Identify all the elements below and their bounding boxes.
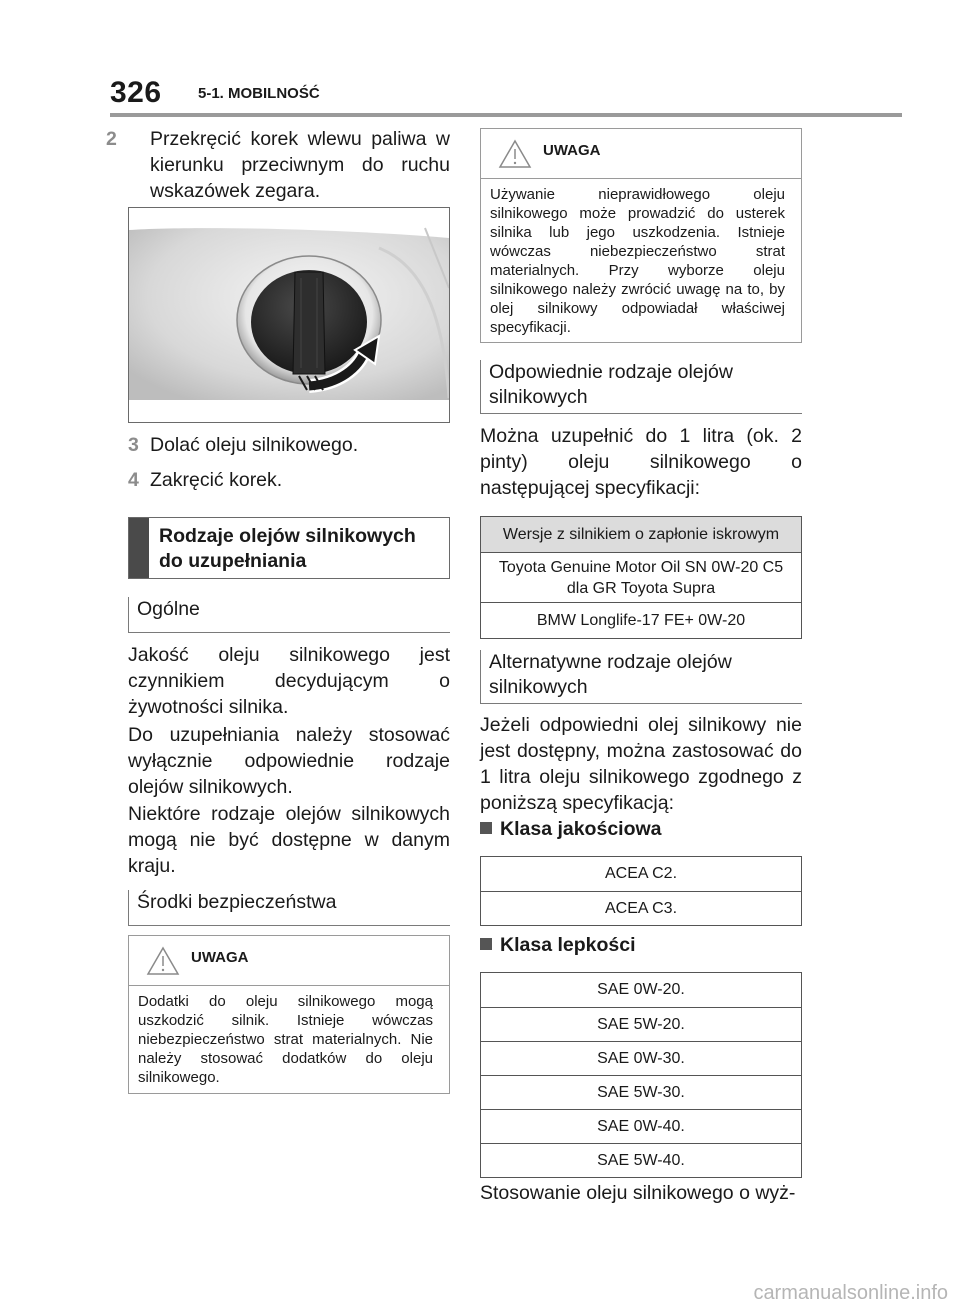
quality-row: ACEA C3. [481, 891, 801, 925]
warning-header [481, 129, 801, 179]
bullet-square-icon [480, 822, 492, 834]
warning-header [129, 936, 449, 986]
viscosity-class-heading [480, 934, 636, 957]
warning-text: Używanie nieprawidłowego oleju silnikowego może prowadzić do usterek silnika lub jego uszkodzenia. Istnieje wówczas niebezpieczeństwo strat materialnych. Przy wyborze oleju silnikowego należy zwrócić uwagę na to, by olej silnikowy odpowiadał właściwej specyfikacji. [490, 186, 785, 336]
subheading-safety-text: Środki bezpieczeństwa [137, 891, 337, 913]
warning-text: Dodatki do oleju silnikowego mogą uszkodzić silnik. Istnieje wówczas niebezpieczeństwo strat materialnych. Nie należy stosować dodatków do oleju silnikowego. [138, 993, 433, 1086]
warning-title: UWAGA [543, 142, 601, 159]
paragraph-availability: Niektóre rodzaje olejów silnikowych mogą nie być dostępne w danym kraju. [128, 803, 450, 877]
header-divider [110, 113, 902, 117]
spec-table-row: Toyota Genuine Motor Oil SN 0W-20 C5 dla GR Toyota Supra [481, 552, 801, 602]
quality-class-heading-text: Klasa jakościowa [500, 818, 662, 840]
viscosity-row: SAE 0W-40. [481, 1109, 801, 1143]
subheading-suitable-oils [480, 360, 802, 414]
page-number: 326 [110, 76, 162, 109]
paragraph-only-suitable: Do uzupełniania należy stosować wyłącznie odpowiednie rodzaje olejów silnikowych. [128, 724, 450, 798]
step-4-number: 4 [128, 469, 139, 491]
bullet-square-icon [480, 938, 492, 950]
warning-triangle-icon [146, 946, 180, 976]
spec-table-header: Wersje z silnikiem o zapłonie iskrowym [481, 517, 801, 552]
viscosity-row: SAE 0W-30. [481, 1041, 801, 1075]
viscosity-row: SAE 5W-30. [481, 1075, 801, 1109]
paragraph-quality: Jakość oleju silnikowego jest czynnikiem decydującym o żywotności silnika. [128, 644, 450, 718]
spec-table-row: BMW Longlife-17 FE+ 0W-20 [481, 602, 801, 638]
step-2 [106, 126, 450, 204]
viscosity-row: SAE 5W-40. [481, 1143, 801, 1177]
subheading-general-text: Ogólne [137, 598, 200, 620]
viscosity-class-heading-text: Klasa lepkości [500, 934, 636, 956]
viscosity-row: SAE 5W-20. [481, 1007, 801, 1041]
subheading-alternative-oils [480, 650, 802, 704]
subheading-safety [128, 890, 450, 926]
paragraph-continued: Stosowanie oleju silnikowego o wyż- [480, 1182, 796, 1204]
quality-row: ACEA C2. [604, 865, 678, 882]
viscosity-table [480, 972, 802, 1178]
paragraph-alternative: Jeżeli odpowiedni olej silnikowy nie jest dostępny, można zastosować do 1 litra oleju silnikowego zgodnego z poniższą specyfikacją: [480, 714, 802, 814]
viscosity-row: SAE 0W-20. [597, 981, 685, 998]
warning-title: UWAGA [191, 949, 249, 966]
section-heading: Rodzaje olejów silnikowych do uzupełniania [159, 525, 416, 572]
quality-table [480, 856, 802, 926]
watermark: carmanualsonline.info [753, 1282, 948, 1304]
step-4-text: Zakręcić korek. [150, 469, 283, 491]
step-3-number: 3 [128, 434, 139, 456]
warning-box-additives [128, 935, 450, 1094]
step-3 [128, 432, 450, 458]
step-3-text: Dolać oleju silnikowego. [150, 434, 359, 456]
paragraph-suitable: Można uzupełnić do 1 litra (ok. 2 pinty) oleju silnikowego o następującej specyfikacji: [480, 425, 802, 499]
step-4 [128, 467, 450, 493]
step-2-text: Przekręcić korek wlewu paliwa w kierunku przeciwnym do ruchu wskazówek zegara. [150, 128, 450, 202]
step-2-number: 2 [106, 128, 117, 150]
spec-table [480, 516, 802, 639]
subheading-general [128, 597, 450, 633]
section-title: 5-1. MOBILNOŚĆ [198, 85, 320, 102]
quality-class-heading [480, 818, 662, 841]
subheading-alternative-text: Alternatywne rodzaje olejów silnikowych [489, 651, 732, 698]
warning-box-wrong-oil [480, 128, 802, 343]
section-heading-box [128, 517, 450, 579]
oil-filler-cap-illustration [129, 208, 449, 422]
warning-triangle-icon [498, 139, 532, 169]
heading-bar [129, 518, 149, 578]
oil-cap-photo [128, 207, 450, 423]
subheading-suitable-text: Odpowiednie rodzaje olejów silnikowych [489, 361, 733, 408]
